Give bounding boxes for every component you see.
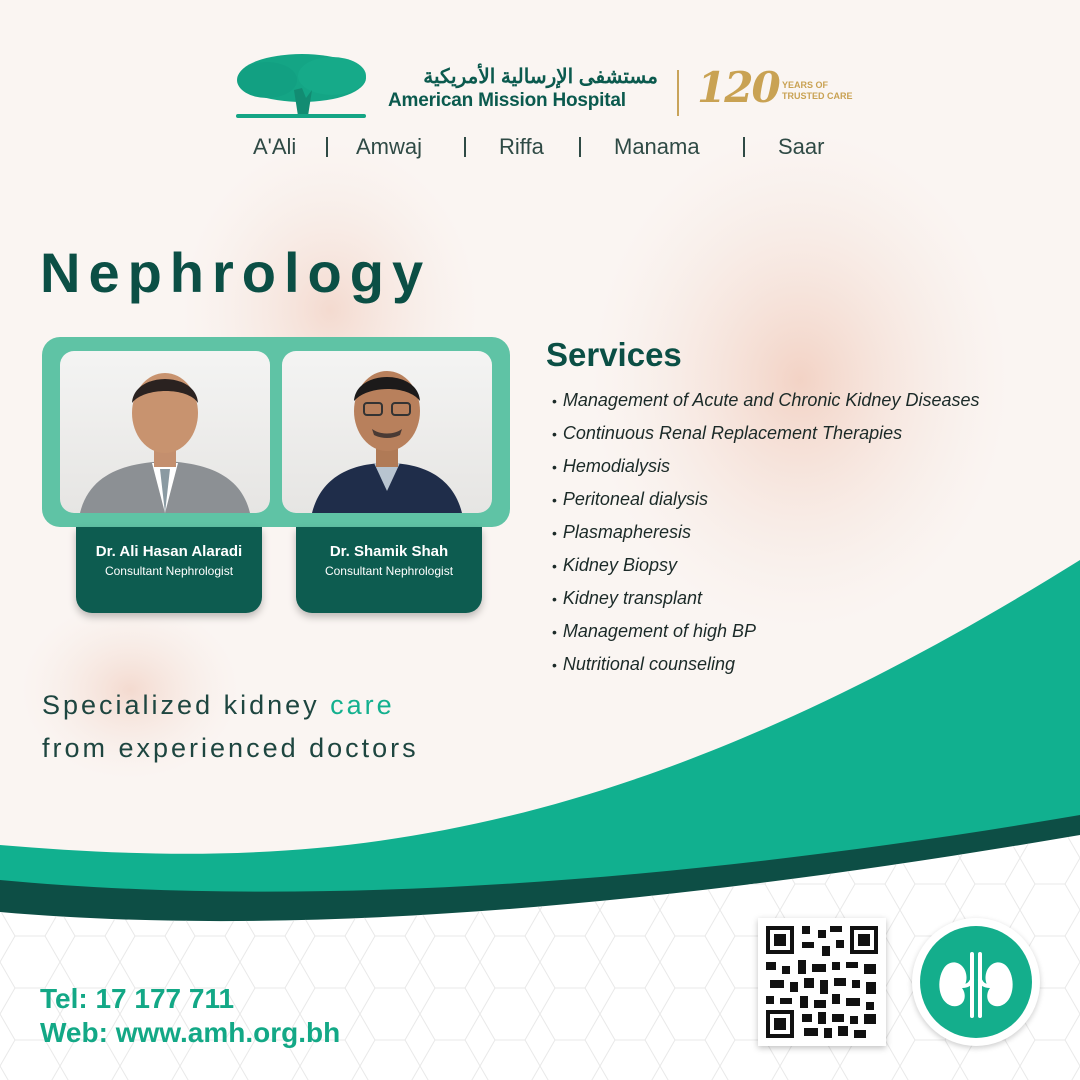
doctor-card [296, 527, 482, 613]
tagline-text-line2: from experienced doctors [42, 733, 419, 763]
doctor-role: Consultant Nephrologist [324, 564, 454, 578]
doctor-portrait-icon [282, 351, 492, 513]
doctor-photo [282, 351, 492, 513]
doctor-photo-frame [42, 337, 510, 527]
doctor-portrait-icon [60, 351, 270, 513]
hospital-name: American Mission Hospital [388, 90, 626, 111]
kidney-badge-circle [920, 926, 1032, 1038]
doctor-name: Dr. Ali Hasan Alaradi [95, 543, 243, 560]
location-divider [326, 137, 328, 157]
kidney-badge [912, 918, 1040, 1046]
phone-number[interactable]: Tel: 17 177 711 [40, 983, 235, 1014]
kidney-icon [920, 926, 1032, 1038]
anniversary-number: 120 [697, 63, 779, 112]
logo-divider [677, 70, 679, 116]
services-list [552, 390, 979, 687]
service-item: • Hemodialysis [552, 456, 670, 476]
location-list [0, 134, 1080, 164]
service-item: • Management of high BP [552, 621, 757, 641]
tagline-highlight: care [330, 690, 395, 720]
qr-code-icon[interactable] [758, 918, 886, 1046]
service-item: • Plasmapheresis [552, 522, 691, 542]
anniversary-text: YEARS OF TRUSTED CARE [782, 80, 853, 101]
service-item: • Nutritional counseling [552, 654, 736, 674]
website-link[interactable]: Web: www.amh.org.bh [40, 1017, 341, 1048]
service-item: • Peritoneal dialysis [552, 489, 708, 509]
location-aali: A'Ali [253, 134, 297, 159]
location-divider [743, 137, 745, 157]
location-manama: Manama [614, 134, 700, 159]
hospital-name-arabic: مستشفى الإرسالية الأمريكية [423, 66, 658, 88]
location-amwaj: Amwaj [356, 134, 423, 159]
location-saar: Saar [778, 134, 825, 159]
tree-logo-icon [232, 50, 370, 122]
doctor-role: Consultant Nephrologist [104, 564, 234, 578]
tagline [42, 684, 419, 770]
location-divider [579, 137, 581, 157]
service-item: • Kidney transplant [552, 588, 702, 608]
tagline-text: Specialized kidney [42, 690, 331, 720]
contact-info [40, 982, 340, 1050]
doctor-name: Dr. Shamik Shah [329, 543, 449, 560]
page-title: Nephrology [40, 241, 432, 304]
location-divider [464, 137, 466, 157]
qr-code-graphic [758, 918, 886, 1046]
location-riffa: Riffa [499, 134, 544, 159]
doctor-photo [60, 351, 270, 513]
doctor-card [76, 527, 262, 613]
service-item: • Management of Acute and Chronic Kidney Diseases [552, 390, 980, 410]
services-heading: Services [546, 336, 682, 373]
service-item: • Continuous Renal Replacement Therapies [552, 423, 903, 443]
service-item: • Kidney Biopsy [552, 555, 677, 575]
